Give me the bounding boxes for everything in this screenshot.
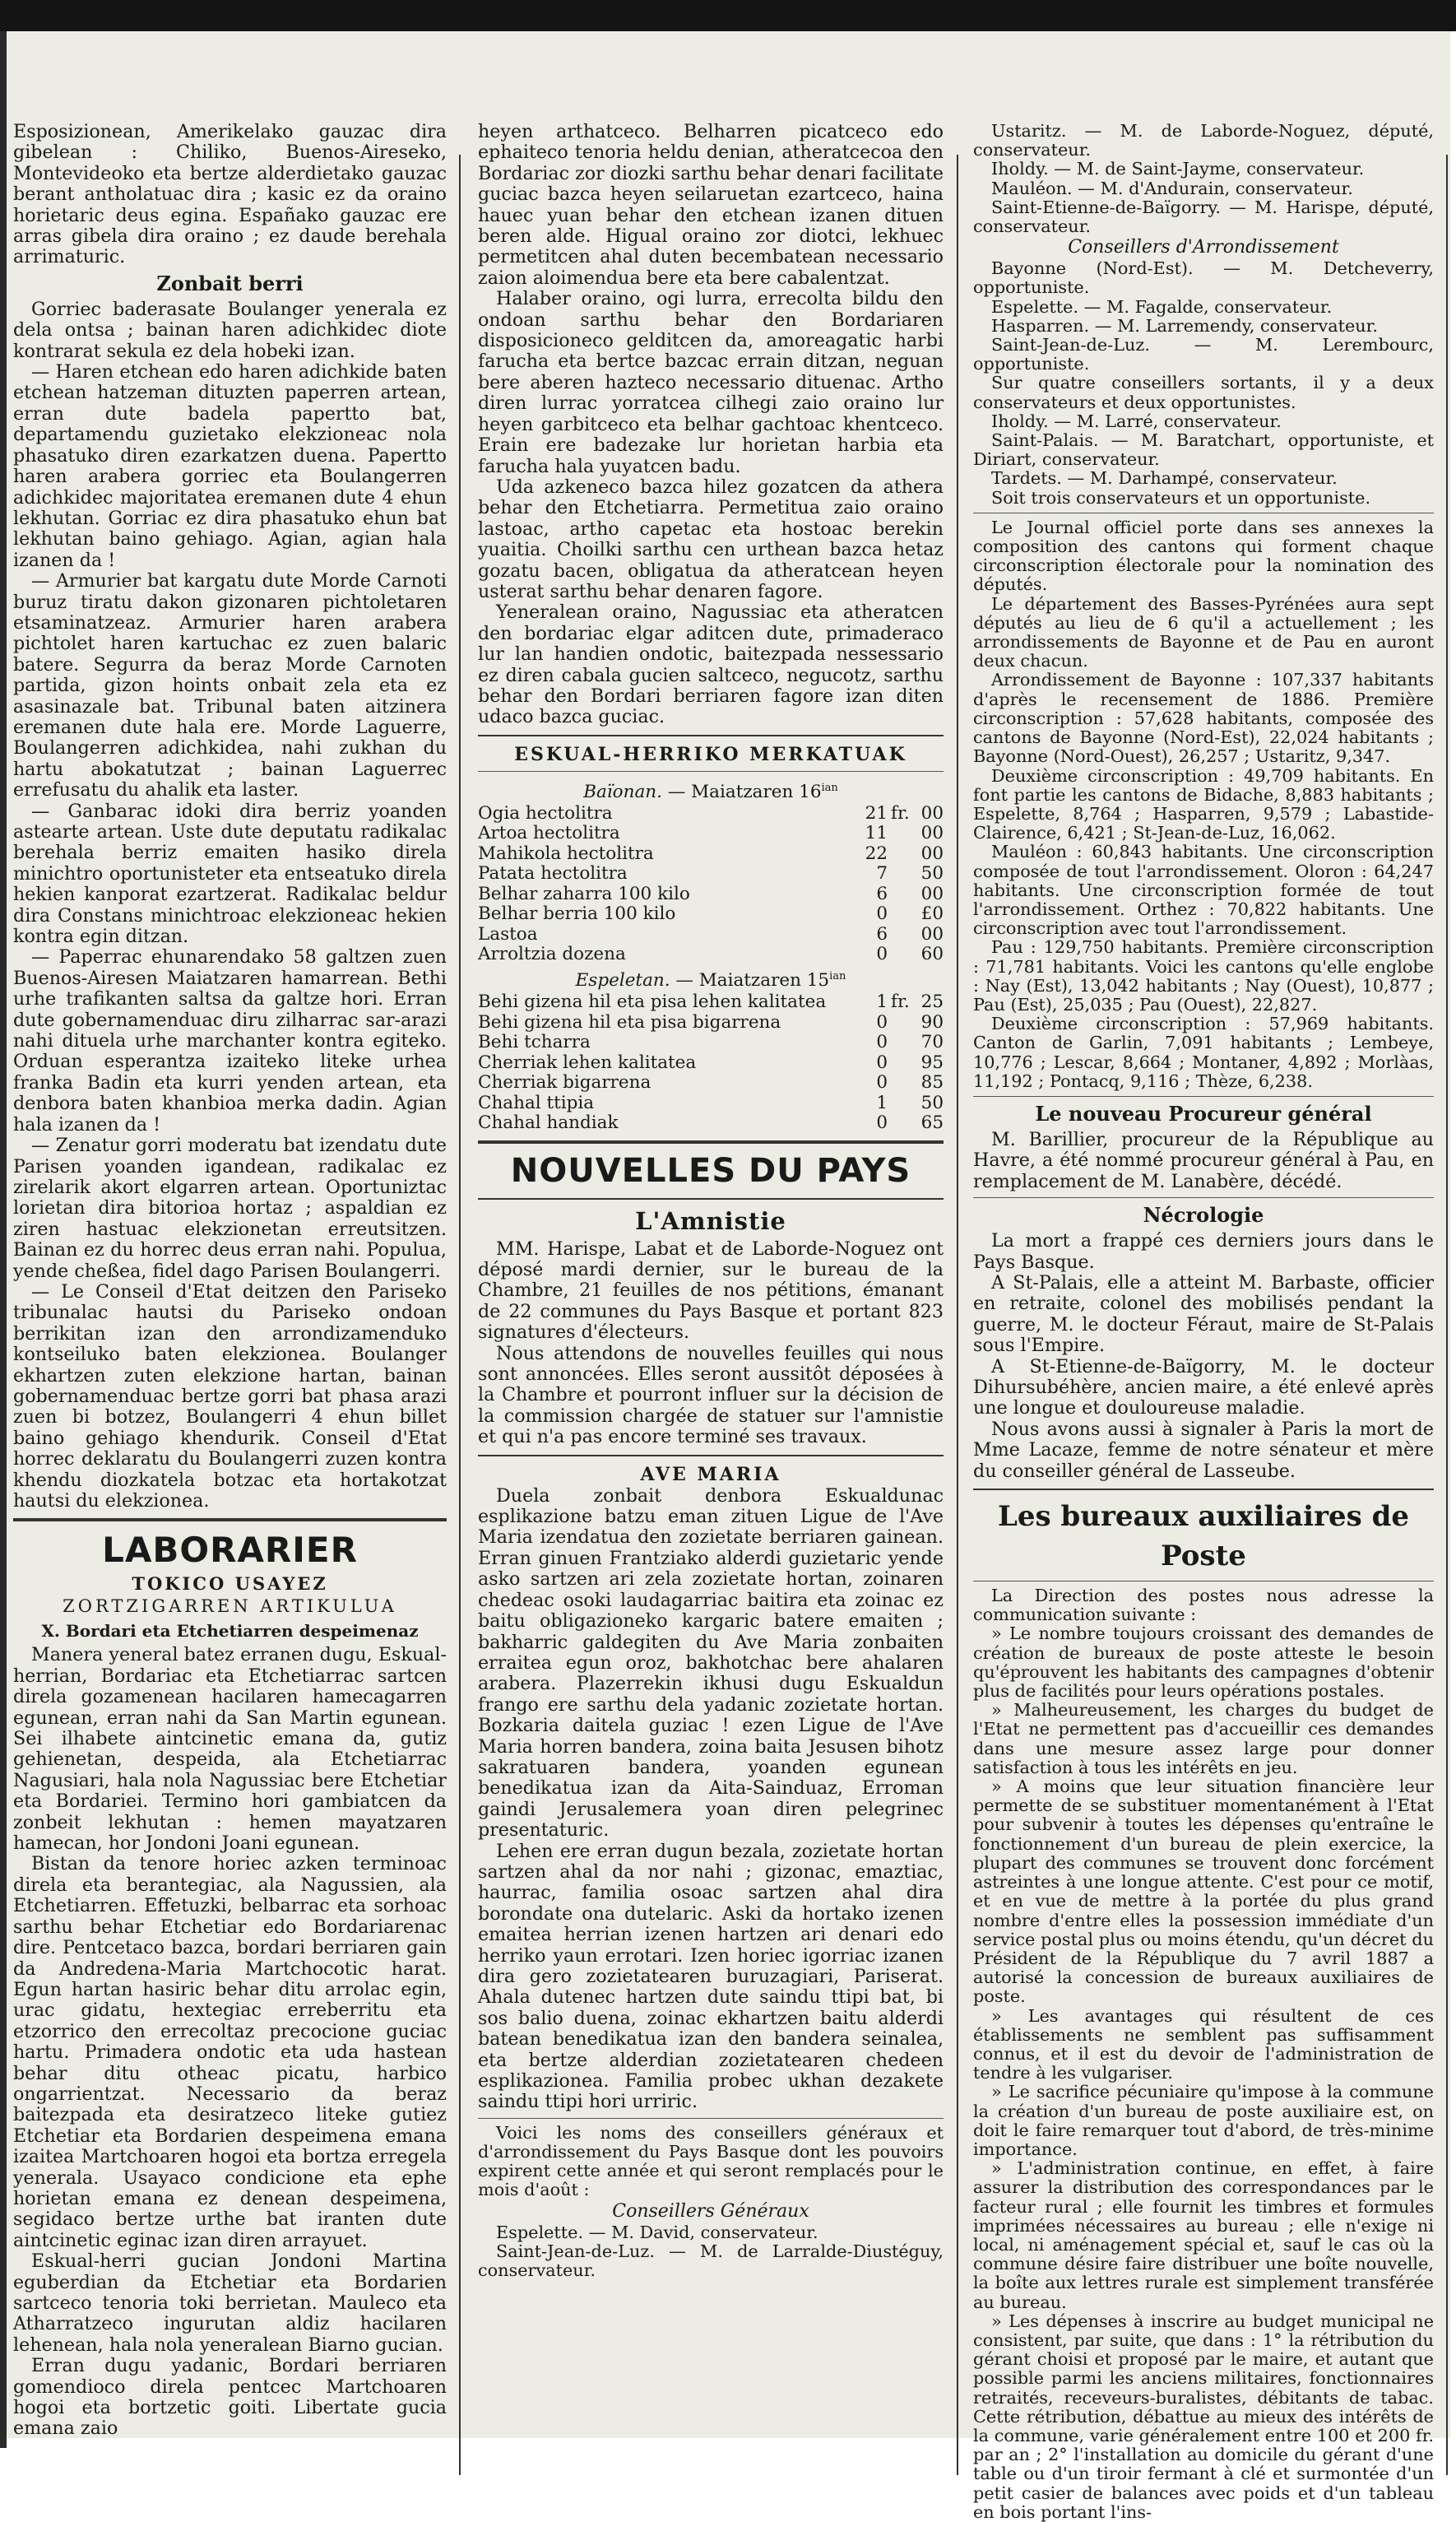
divider xyxy=(478,1140,944,1144)
column-rule xyxy=(957,155,958,2475)
paragraph: Voici les noms des conseillers généraux et d'arrondissement du Pays Basque dont les pouvoirs expirent cette année et qui seront remplacés pour le mois d'août : xyxy=(478,2122,944,2200)
price-cell-item: Lastoa xyxy=(478,923,538,945)
price-row xyxy=(478,1073,944,1094)
list-item: Espelette. — M. David, conservateur. xyxy=(496,2222,818,2242)
paragraph: Eskual-herri gucian Jondoni Martina eguberdian da Etchetiar eta Bordarien sartceco tenoria toki berrietan. Mauleco eta Atharratzeco ingurutan aldiz hacilaren lehenean, hala nola yeneralean Biarno gucian. xyxy=(13,2250,447,2356)
article-title: Nécrologie xyxy=(1143,1203,1264,1228)
price-cell-unit xyxy=(888,1073,914,1094)
divider xyxy=(13,1518,447,1521)
price-cell-cent: 85 xyxy=(920,1072,944,1094)
price-table-espelette xyxy=(478,992,944,1134)
scan-border-left xyxy=(0,31,7,2448)
paragraph: Uda azkeneco bazca hilez gozatcen da athera behar den Etchetiarra. Permetitua zaio oraino lastoac, artho capetac eta hostoac berekin yuaitia. Choilki sarthu cen urthean bazca hetaz gozatu bacen, obligatua da atheratcean heyen usterat sarthu behar denaren fagore. xyxy=(478,476,944,602)
journal-officiel-block xyxy=(973,518,1434,1091)
list-item: Mauléon. — M. d'Andurain, conservateur. xyxy=(991,178,1353,198)
paragraph: » Malheureusement, les charges du budget de l'Etat ne permettent pas d'accueillir ces demandes dans une mesure assez large pour donner satisfaction à tous les intérêts en jeu. xyxy=(973,1700,1434,1777)
paragraph: — Le Conseil d'Etat deitzen den Pariseko tribunalac hautsi du Pariseko ondoan berrikitan izan den arrondizamenduko kontseiluko baten elekzionea. Boulanger ekhartzen zuten elekzione hartan, bainan gobernamenduac bertze gorri bat phasa arazi zuen bi botzez, Boulangerri 4 ehun billet baino gehiago khendurik. Conseil d'Etat horrec deklaratu du Boulangerri zuzen kontra khendu diozkatela botzac eta hortakotzat hautsi du elekzionea. xyxy=(13,1280,447,1512)
price-cell-num: 0 xyxy=(876,1052,888,1073)
section-title: ESKUAL-HERRIKO MERKATUAK xyxy=(514,743,907,765)
price-cell-item: Artoa hectolitra xyxy=(478,823,620,844)
list-item: Saint-Etienne-de-Baïgorry. — M. Harispe, député, conservateur. xyxy=(973,197,1434,237)
subsection-title: Conseillers d'Arrondissement xyxy=(1068,237,1339,258)
paragraph: » Le sacrifice pécuniaire qu'impose à la commune la création d'un bureau de poste auxiliaire est, on doit le faire remarquer tout d'abord, de très-minime importance. xyxy=(973,2082,1434,2159)
price-cell-unit xyxy=(888,904,914,925)
list-item: Saint-Jean-de-Luz. — M. Lerembourc, opportuniste. xyxy=(973,335,1434,374)
paragraph: MM. Harispe, Labat et de Laborde-Noguez ont déposé mardi dernier, sur le bureau de la Chambre, 21 feuilles de nos pétitions, émanant de 22 communes du Pays Basque et portant 823 signatures d'électeurs. xyxy=(478,1238,944,1344)
paragraph: heyen arthatceco. Belharren picatceco edo ephaiteco tenoria heldu denian, atheratcecoa den Bordariac zor diozki sarthu behar denari facilitate guciac bazca heyen seilaruetan ezartceco, haina hauec yuan behar den etchean izanen dituen beren alde. Higual oraino zor diotci, lekhuec permetitcen ahal duten becembatean necessario zaion aloimendua bere eta bere cabalentzat. xyxy=(478,121,944,289)
paragraph: » Les avantages qui résultent de ces établissements ne semblent pas suffisamment connus, et il est du devoir de l'administration de tendre à les vulgariser. xyxy=(973,2005,1434,2083)
section-title: NOUVELLES DU PAYS xyxy=(510,1151,911,1190)
paragraph: Nous avons aussi à signaler à Paris la mort de Mme Lacaze, femme de notre sénateur et mère du conseiller général de Lasseube. xyxy=(973,1418,1434,1482)
paragraph: M. Barillier, procureur de la République au Havre, a été nommé procureur général à Pau, en remplacement de M. Lanabère, décédé. xyxy=(973,1128,1434,1192)
price-cell-unit xyxy=(888,885,914,905)
divider xyxy=(478,735,944,736)
article-title: AVE MARIA xyxy=(640,1463,781,1485)
price-cell-num: 7 xyxy=(876,863,888,885)
paragraph: » A moins que leur situation financière leur permette de se substituer momentanément à l'Etat pour subvenir à toutes les dépenses qu'entraîne le fonctionnement d'un bureau de plein exercice, la plupart des communes se trouvent donc forcément astreintes à une longue attente. C'est pour ce motif, et en vue de mettre à la portée du plus grand nombre d'entre elles la possession immédiate d'un service postal plus ou moins étendu, qu'un décret du Président de la République du 7 avril 1887 a autorisé la concession de bureaux auxiliaires de poste. xyxy=(973,1777,1434,2007)
article-title: L'Amnistie xyxy=(635,1206,786,1235)
price-cell-cent: 95 xyxy=(920,1052,944,1073)
divider xyxy=(973,1489,1434,1490)
paragraph: La mort a frappé ces derniers jours dans le Pays Basque. xyxy=(973,1230,1434,1273)
paragraph: Mauléon : 60,843 habitants. Une circonscription composée de tout l'arrondissement. Oloron : 64,247 habitants. Une circonscription formée de tout l'arrondissement. Orthez : 70,822 habitants. Une circonscription avec tout l'arrondissement. xyxy=(973,842,1434,939)
paragraph: » Les dépenses à inscrire au budget municipal ne consistent, par suite, que dans : 1° la rétribution du gérant choisi et proposé par le maire, et autant que possible parmi les anciens militaires, fonctionnaires retraités, receveurs-buralistes, débitants de tabac. Cette rétribution, débattue au mieux des intérêts de la commune, varie généralement entre 100 et 200 fr. par an ; 2° l'installation au domicile du gérant d'une table ou d'un tiroir fermant à clé et surmontée d'un petit casier de balances avec poids et d'un tableau en bois portant l'ins- xyxy=(973,2311,1434,2522)
column-right xyxy=(973,121,1434,2522)
price-cell-cent: 00 xyxy=(920,843,944,864)
paragraph: A St-Etienne-de-Baïgorry, M. le docteur Dihursubéhère, ancien maire, a été enlevé après une longue et douloureuse maladie. xyxy=(973,1355,1434,1419)
divider xyxy=(478,1198,944,1200)
price-cell-item: Mahikola hectolitra xyxy=(478,843,654,864)
price-cell-cent: 00 xyxy=(920,883,944,904)
price-cell-unit xyxy=(888,1033,914,1053)
price-cell-cent: 60 xyxy=(920,944,944,965)
price-cell-unit: fr. xyxy=(891,802,910,824)
list-item: Iholdy. — M. Larré, conservateur. xyxy=(991,411,1282,431)
price-cell-unit xyxy=(888,1053,914,1074)
column-middle xyxy=(478,122,944,2438)
paragraph: Pau : 129,750 habitants. Première circonscription : 71,781 habitants. Voici les cantons qu'elle englobe : Nay (Est), 13,042 habitants ; Nay (Ouest), 10,877 ; Pau (Est), 25,035 ; Pau (Ouest), 22,827. xyxy=(973,937,1434,1015)
price-cell-item: Behi gizena hil eta pisa bigarrena xyxy=(478,1011,781,1033)
paragraph: — Zenatur gorri moderatu bat izendatu dute Parisen yoanden igandean, radikalac ez zirelarik akort elgarren artean. Oportuniztac lorietan dira bitorioa hortaz ; aspaldian ez ziren hastuac elekzionetan erreutsitzen. Bainan ez du horrec deus erran nahi. Populua, yende cheßea, fidel dago Parisen Boulangerri. xyxy=(13,1135,447,1282)
price-cell-num: 1 xyxy=(876,992,888,1013)
bureaux-block xyxy=(973,1586,1434,2522)
market-heading: Espeletan. — Maiatzaren $15^{ian}$ xyxy=(575,969,846,992)
price-cell-item: Behi tcharra xyxy=(478,1032,591,1053)
price-table-bayonne xyxy=(478,804,944,965)
divider xyxy=(478,771,944,772)
paragraph: Deuxième circonscription : 49,709 habitants. En font partie les cantons de Bidache, 8,883 habitants ; Espelette, 8,764 ; Hasparren, 9,579 ; Labastide-Clairence, 6,421 ; St-Jean-de-Luz, 16,062. xyxy=(973,765,1434,843)
price-row xyxy=(478,1113,944,1134)
price-row xyxy=(478,1013,944,1033)
price-cell-item: Chahal ttipia xyxy=(478,1092,595,1113)
price-cell-num: 0 xyxy=(876,944,888,965)
price-cell-unit xyxy=(888,1013,914,1033)
price-row xyxy=(478,992,944,1013)
price-cell-num: 0 xyxy=(876,1032,888,1053)
price-cell-num: 11 xyxy=(865,823,888,844)
price-row xyxy=(478,945,944,965)
section-subtitle: ZORTZIGARREN ARTIKULUA xyxy=(63,1596,397,1617)
price-cell-item: Chahal handiak xyxy=(478,1112,619,1134)
price-cell-num: 0 xyxy=(876,1011,888,1033)
subsection-title: Conseillers Généraux xyxy=(612,2200,809,2222)
section-subtitle: TOKICO USAYEZ xyxy=(132,1573,328,1595)
price-row xyxy=(478,844,944,865)
price-cell-cent: £0 xyxy=(920,903,944,925)
divider xyxy=(973,1197,1434,1198)
section-subtitle: X. Bordari eta Etchetiarren despeimenaz xyxy=(41,1621,419,1642)
list-item: Ustaritz. — M. de Laborde-Noguez, député, conservateur. xyxy=(973,121,1434,160)
price-cell-cent: 00 xyxy=(920,823,944,844)
price-row xyxy=(478,804,944,824)
paragraph: La Direction des postes nous adresse la communication suivante : xyxy=(973,1586,1434,1625)
price-cell-unit xyxy=(888,925,914,945)
price-cell-cent: 65 xyxy=(920,1112,944,1134)
price-row xyxy=(478,904,944,925)
price-cell-cent: 50 xyxy=(920,863,944,885)
price-cell-item: Belhar berria 100 kilo xyxy=(478,903,676,925)
paragraph: Halaber oraino, ogi lurra, errecolta bildu den ondoan sarthu behar den Bordariaren disposicioneco gelditcen da, amoreagatic harbi farucha eta bertce bazcac errain ditzan, neguan bere aberen hazteco necessario dituenac. Artho diren lurrac yorratcea cilhegi zaio oraino lur heyen garbitceco eta belhar gachtoac khentceco. Erain ere badezake lur horietan harbia eta farucha hala yuyatcen badu. xyxy=(478,288,944,477)
intro-block xyxy=(13,122,447,268)
price-cell-num: 22 xyxy=(865,843,888,864)
price-cell-unit xyxy=(888,1113,914,1134)
price-row xyxy=(478,1053,944,1074)
paragraph: » Le nombre toujours croissant des demandes de création de bureaux de poste atteste le besoin qu'éprouvent les habitants des campagnes d'obtenir plus de facilités pour leurs opérations postales. xyxy=(973,1623,1434,1702)
paragraph: Bistan da tenore horiec azken terminoac direla eta berantegiac, ala Nagussien, ala Etchetiarren. Effetuzki, belbarrac eta sorhoac sarthu behar Etchetiar edo Bordariarenac dire. Pentcetaco bazca, bordari berriaren gain da Andredena-Maria Martchocotic harat. Egun hartan hasiric behar ditu arrolac egin, urac gidatu, hextegiac erreberritu eta etzorrico den errecoltaz precocione guciac hartu. Primadera ondotic eta uda hastean behar ditu otheac picatu, harbico ongarrientzat. Necessario da beraz baitezpada eta desiratzeco liteke gutiez Etchetiar eta Bordarien despeimena emana izaitea Martchoaren hogoi eta bortza erregela yenerala. Usayaco condicione eta ephe horietan emana ez denean despeimena, segidaco bertze urthe bat iranten dute aintcinetic eginac izan diren arrayuet. xyxy=(13,1853,447,2251)
paragraph: Manera yeneral batez erranen dugu, Eskual-herrian, Bordariac eta Etchetiarrac sartcen direla gozamenean hacilaren hamecagarren egunean, erran nahi da San Martin egunean. Sei ilhabete aintcinetic emana da, gutiz gehienetan, despeida, ala Etchetiarrac Nagusiari, hala nola Nagussiac bere Etchetiar eta Bordariei. Termino hori gambiatcen da zonbeit lekhutan : hemen mayatzaren hamecan, hor Jondoni Joani egunean. xyxy=(13,1644,447,1855)
paragraph: » L'administration continue, en effet, à faire assurer la distribution des correspondances par le facteur rural ; elle fournit les timbres et formules imprimées nécessaires au bureau ; elle n'exige ni local, ni aménagement spécial et, sauf le cas où la commune désire faire distribuer une boîte nouvelle, la boîte aux lettres rurale est simplement transférée au bureau. xyxy=(973,2158,1434,2312)
price-cell-cent: 25 xyxy=(920,992,944,1013)
price-cell-item: Belhar zaharra 100 kilo xyxy=(478,883,690,904)
list-item: Bayonne (Nord-Est). — M. Detcheverry, opportuniste. xyxy=(973,258,1434,298)
price-cell-unit xyxy=(888,945,914,965)
price-cell-unit xyxy=(888,864,914,885)
article-title: Le nouveau Procureur général xyxy=(1035,1101,1372,1126)
list-item: Soit trois conservateurs et un opportuniste. xyxy=(991,487,1371,508)
price-cell-unit xyxy=(888,824,914,844)
paragraph: — Haren etchean edo haren adichkide baten etchean hatzeman dituzten paperren artean, erran dute badela papertto bat, departamendu guzietako elekzioneac nola phasatuko diren ezarkatzen duena. Papertto haren arabera gorriec eta Boulangerren adichkidec majoritatea eremanen dute 4 ehun lekhutan. Gorriac ez dira phasatuko ehun bat lekhutan baino gehiago. Agian, agian hala izanen da ! xyxy=(13,361,447,571)
paragraph: Lehen ere erran dugun bezala, zozietate hortan sartzen ahal da nor nahi ; gizonac, emaztiac, haurrac, familia osoac sartzen ahal dira borondate ona dutelaric. Aski da hortako izenen emaitea herrian izenen hartzen ari denari edo herriko yaun errotari. Izen horiec igorriac izanen dira gero zozietatearen buruzagiari, Pariserat. Ahala dutenec hartzen dute saindu ttipi bat, bi sos balio duena, zoinac ekhartzen baitu alderdi batean benedikatua izan den bandera seinalea, eta bertze alderdian zozietatearen chedeen esplikazionea. Familia probec ukhan dezakete saindu ttipi hori urriric. xyxy=(478,1840,944,2113)
price-cell-item: Cherriak lehen kalitatea xyxy=(478,1052,697,1073)
list-item: Hasparren. — M. Larremendy, conservateur. xyxy=(991,315,1378,336)
paragraph: Nous attendons de nouvelles feuilles qui nous sont annoncées. Elles seront aussitôt déposées à la Chambre et pourront influer sur la décision de la commission chargée de statuer sur l'amnistie et qui n'a pas encore terminé ses travaux. xyxy=(478,1342,944,1448)
article-title: Les bureaux auxiliaires de Poste xyxy=(997,1500,1410,1573)
price-cell-num: 1 xyxy=(876,1092,888,1113)
zonbait-section xyxy=(13,300,447,1512)
price-cell-item: Arroltzia dozena xyxy=(478,944,626,965)
paragraph: Le département des Basses-Pyrénées aura sept députés au lieu de 6 qu'il a actuellement ; les arrondissements de Bayonne et de Pau en auront deux chacun. xyxy=(973,593,1434,671)
price-cell-num: 0 xyxy=(876,903,888,925)
list-item: Tardets. — M. Darhampé, conservateur. xyxy=(991,468,1338,489)
paragraph: — Armurier bat kargatu dute Morde Carnoti buruz tiratu dakon gizonaren pichtoletaren etsaminatzeaz. Armurier haren arabera pichtolet haren kartuchac ez zuen balaric batere. Segurra da beraz Morde Carnoten partida, gizon hoints onbait zela eta ez asasinazale bat. Tribunal baten aitzinera eremanen dute hala ere. Morde Laguerre, Boulangerren adichkidea, nahi zukhan du hartu abokatutzat ; bainan Laguerrec errefusatu du ahalik eta laster. xyxy=(13,570,447,801)
price-row xyxy=(478,885,944,905)
laborarier-section xyxy=(13,1645,447,2439)
scan-border-top xyxy=(0,0,1456,31)
paragraph: — Paperrac ehunarendako 58 galtzen zuen Buenos-Airesen Maiatzaren hamarrean. Bethi urhe trafikanten saltsa da galtze hori. Erran dute gobernamenduac diru zilharrac sar-arazi nahi dituela urhe marchanter kontra egiteko. Orduan esperantza izaiteko liteke urhea franka Badin eta kurri yenden artean, eta denbora baten khanbioa merka dadin. Agian hala izanen da ! xyxy=(13,946,447,1136)
list-item: Saint-Palais. — M. Baratchart, opportuniste, et Diriart, conservateur. xyxy=(973,430,1434,470)
newspaper-page xyxy=(7,31,1450,2522)
price-row xyxy=(478,925,944,945)
divider xyxy=(478,2118,944,2119)
list-item: Iholdy. — M. de Saint-Jayme, conservateur. xyxy=(991,159,1365,179)
section-title: LABORARIER xyxy=(102,1530,358,1571)
paragraph: Duela zonbait denbora Eskualdunac esplikazione batzu eman zituen Ligue de l'Ave Maria izendatua den zozietate berriaren gainean. Erran ginuen Frantziako alderdi guzietaric yende asko sartzen ari zela zozietate hortan, zoinaren chedeac osoki laudagarriac baitira eta zoinac ez baitu obligazioneko kargaric batere emaiten ; bakharric galdegiten du Ave Maria zonbaiten erraitea egun oroz, bakhotchac bere ahalaren arabera. Plazerrekin ikhusi dugu Eskualdun frango ere sarthu dela yadanic zozietate hortan. Bozkaria daitela guziac ! ezen Ligue de l'Ave Maria horren bandera, zoina baita Jesusen bihotz sakratuaren bandera, yoanden egunean benedikatua izan da Aita-Sainduaz, Erroman gaindi Jerusalemera yoan diren pelegrinec presentaturic. xyxy=(478,1484,944,1842)
section-title: Zonbait berri xyxy=(156,271,304,295)
list-item: Sur quatre conseillers sortants, il y a deux conservateurs et deux opportunistes. xyxy=(973,373,1434,412)
column-left xyxy=(7,122,447,2438)
price-row xyxy=(478,864,944,885)
divider xyxy=(478,1455,944,1456)
price-cell-cent: 90 xyxy=(920,1011,944,1033)
paragraph: Erran dugu yadanic, Bordari berriaren gomendioco direla pentcec Martchoaren hogoi eta bortzetic goiti. Libertate gucia emana zaio xyxy=(13,2355,447,2440)
continuation-block xyxy=(478,122,944,728)
price-row xyxy=(478,1033,944,1053)
paragraph: A St-Palais, elle a atteint M. Barbaste, officier en retraite, colonel des mobilisés pendant la guerre, M. le docteur Féraut, maire de St-Palais sous l'Empire. xyxy=(973,1271,1434,1357)
price-cell-num: 0 xyxy=(876,1072,888,1094)
market-heading: Baïonan. — Maiatzaren $16^{ian}$ xyxy=(583,781,838,802)
price-cell-item: Cherriak bigarrena xyxy=(478,1072,651,1094)
price-cell-num: 6 xyxy=(876,923,888,945)
price-cell-item: Behi gizena hil eta pisa lehen kalitatea xyxy=(478,992,827,1013)
column-rule xyxy=(459,155,461,2475)
price-row xyxy=(478,824,944,844)
price-cell-cent: 00 xyxy=(920,923,944,945)
price-cell-item: Patata hectolitra xyxy=(478,863,628,885)
price-cell-num: 21 xyxy=(865,802,888,824)
list-item: Espelette. — M. Fagalde, conservateur. xyxy=(991,296,1333,317)
paragraph: — Ganbarac idoki dira berriz yoanden astearte artean. Uste dute deputatu radikalac berehala berriz emaiten hasiko direla minichtro oportunisteter eta entseatuko direla hekien kanporat ezartzerat. Radikalac beldur dira Constans minichtroac elekzioneac hekien kontra egin ditzan. xyxy=(13,800,447,948)
price-cell-unit xyxy=(888,1094,914,1114)
price-row xyxy=(478,1094,944,1114)
price-cell-item: Ogia hectolitra xyxy=(478,802,613,824)
column-rule xyxy=(1446,155,1448,2475)
paragraph: Deuxième circonscription : 57,969 habitants. Canton de Garlin, 7,091 habitants ; Lembeye, 10,776 ; Lescar, 8,664 ; Montaner, 4,892 ; Morlàas, 11,192 ; Pontacq, 9,116 ; Thèze, 6,238. xyxy=(973,1014,1434,1091)
conseillers-block xyxy=(973,122,1434,508)
price-cell-cent: 00 xyxy=(920,802,944,824)
price-cell-unit xyxy=(888,844,914,865)
price-cell-unit: fr. xyxy=(891,992,910,1013)
paragraph: Gorriec baderasate Boulanger yenerala ez dela ontsa ; bainan haren adichkidec diote kontrarat sekula ez dela hobeki izan. xyxy=(13,298,447,362)
paragraph: Yeneralean oraino, Nagussiac eta atheratcen den bordariac elgar aditcen dute, primaderaco lur lan handien ondotic, baitezpada nessessario ez diren cabala gucien saltceco, negucotz, sarthu behar den Bordari berriaren fagore izan diten udaco bazca guciac. xyxy=(478,601,944,728)
price-cell-cent: 70 xyxy=(920,1032,944,1053)
paragraph: Esposizionean, Amerikelako gauzac dira gibelean : Chiliko, Buenos-Aireseko, Montevideoko eta bertze alderdietako gauzac berant antholatuac dira ; kasic ez da oraino horietaric deus egina. Españako gauzac ere arras gibela dira oraino ; ez daude berehala arrimaturic. xyxy=(13,121,447,268)
paragraph: Arrondissement de Bayonne : 107,337 habitants d'après le recensement de 1886. Première circonscription : 57,628 habitants, composée des cantons de Bayonne (Nord-Est), 22,024 habitants ; Bayonne (Nord-Ouest), 26,257 ; Ustaritz, 9,347. xyxy=(973,670,1434,767)
divider xyxy=(973,1096,1434,1097)
price-cell-cent: 50 xyxy=(920,1092,944,1113)
list-item: Saint-Jean-de-Luz. — M. de Larralde-Diustéguy, conservateur. xyxy=(478,2241,944,2281)
paragraph: Le Journal officiel porte dans ses annexes la composition des cantons qui forment chaque circonscription électorale pour la nomination des députés. xyxy=(973,517,1434,595)
price-cell-num: 6 xyxy=(876,883,888,904)
price-cell-num: 0 xyxy=(876,1112,888,1134)
